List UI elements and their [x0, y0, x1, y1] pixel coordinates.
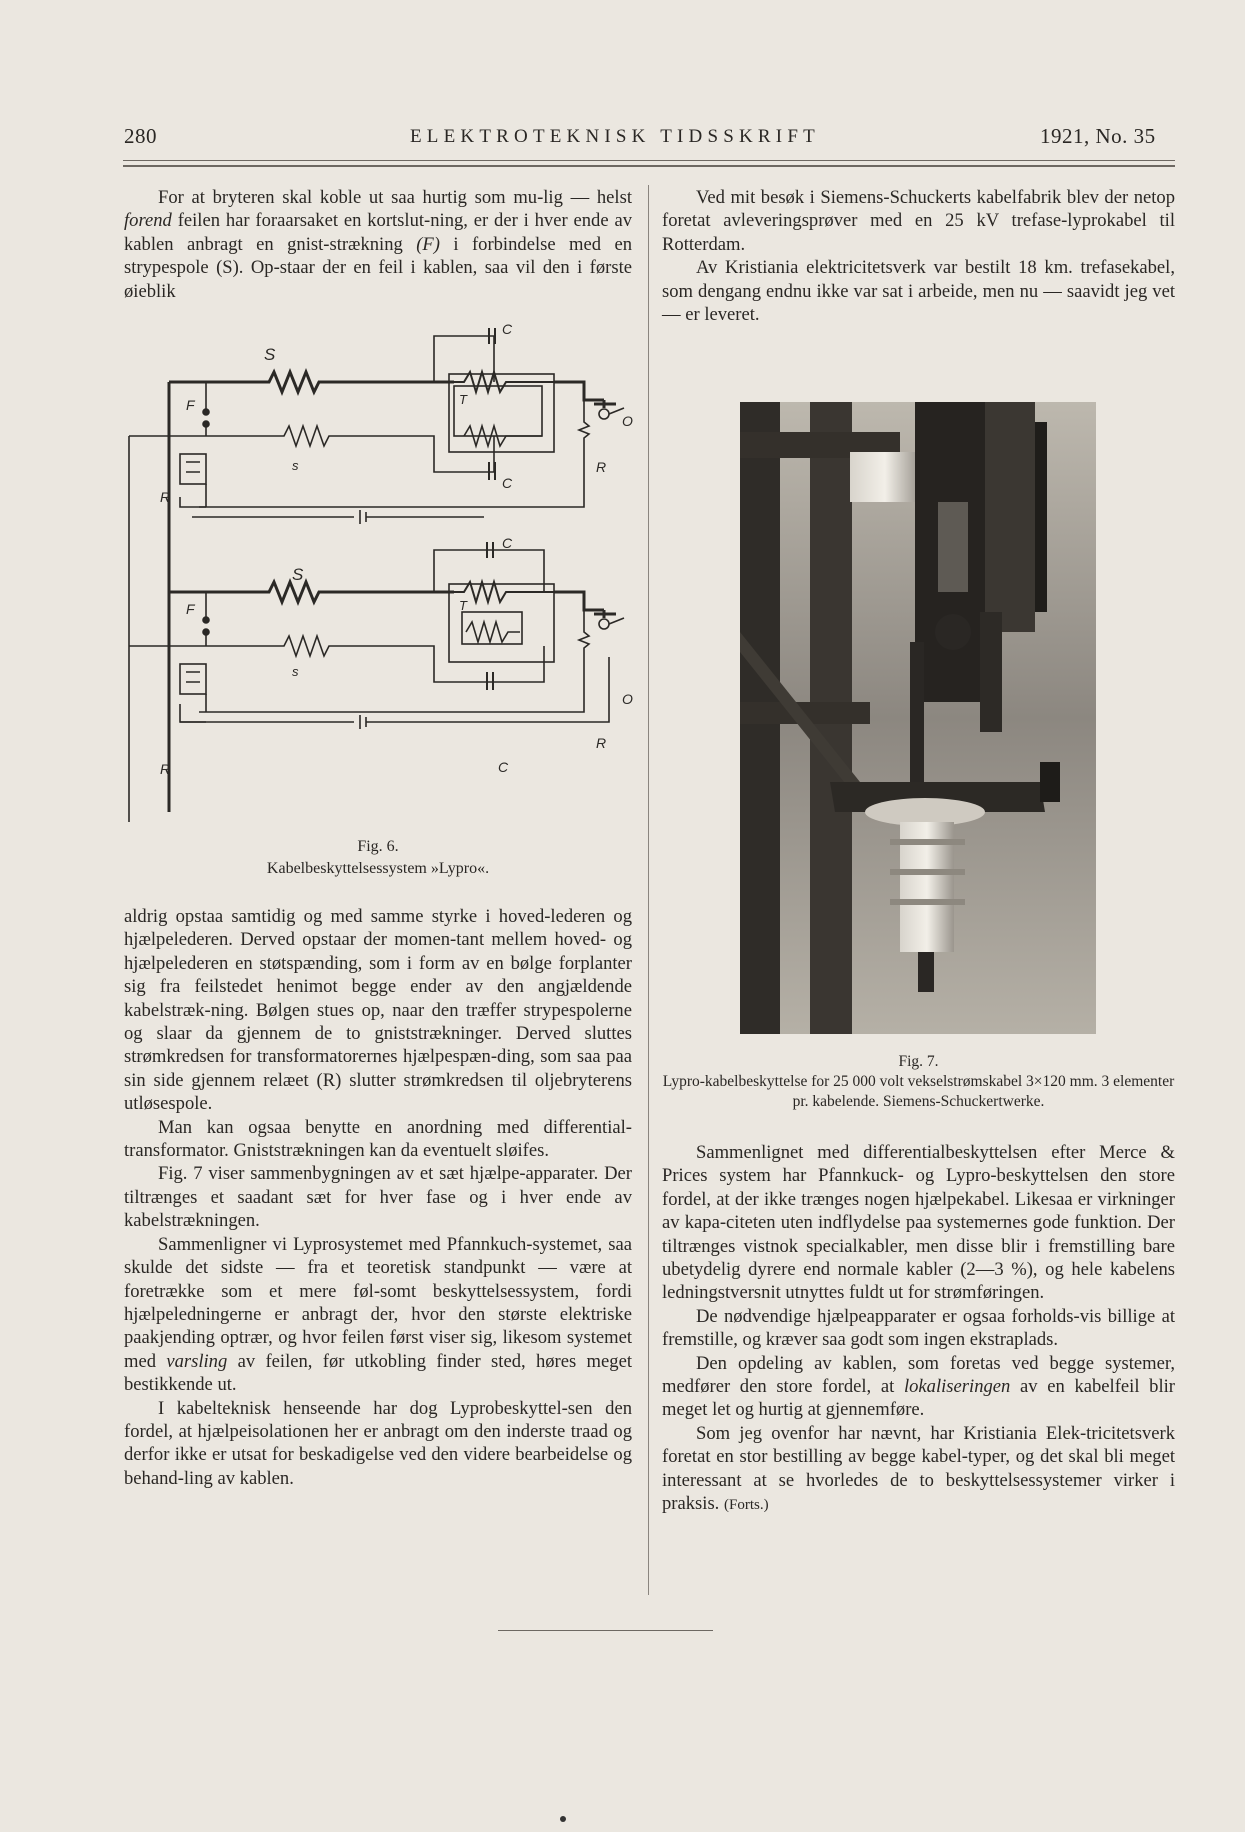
label-S-upper: S: [264, 345, 276, 364]
label-C-top-upper: C: [502, 322, 513, 337]
paragraph: aldrig opstaa samtidig og med samme styrke i hoved-lederen og hjælpelederen. Derved opstaar der momen-tant mellem hoved- og hjælpelederen en støtspænding, som i form av en bølge forplanter sig fra feilstedet henimot begge ender av den angjældende kabelstræk-ning. Bølgen stues op, naar den træffer strypespolerne og slaar da gjennem de to gniststrækninger. Derved sluttes strømkredsen for transformatorernes hjælpespæn-ding, som saa paa sin side gjennem relæet (R) slutter strømkredsen til oljebryterens utløsespole.: [124, 906, 632, 1115]
label-R-left-upper: R: [160, 489, 171, 505]
label-R-left-lower: R: [160, 761, 171, 777]
paragraph: I kabelteknisk henseende har dog Lyprobeskyttel-sen den fordel, at hjælpeisolationen her er anbragt om den inderste traad og derfor ikke er utsat for beskadigelse ved den videre bearbeidelse og behand-ling av kablen.: [124, 1397, 632, 1489]
header-rule: [123, 160, 1175, 161]
journal-title: ELEKTROTEKNISK TIDSSKRIFT: [410, 126, 820, 147]
paragraph: Sammenligner vi Lyprosystemet med Pfannkuch-systemet, saa skulde det sidste — fra et teoretisk standpunkt — være at foretrække som et mere føl-somt beskyttelsessystem, fordi hjælpeledningerne er anbragt der, hvor den største elektriske paakjending optrær, og hvor feilen først viser sig, likesom systemet med varsling av feilen, før utkobling finder sted, høres meget bestikkende ut.: [124, 1233, 632, 1396]
upper-circuit: [129, 328, 624, 822]
left-column-top-text: [124, 186, 632, 303]
label-C-bottom-upper: C: [502, 475, 513, 491]
label-T-upper: T: [459, 392, 467, 407]
figure-6-label: Fig. 6.: [357, 838, 399, 855]
figure-7-caption: [655, 1052, 1182, 1112]
label-O-upper: O: [622, 413, 633, 429]
label-s-lower: s: [292, 664, 299, 679]
paragraph: Som jeg ovenfor har nævnt, har Kristiania Elek-tricitetsverk foretat en stor bestilling av begge kabel-typer, og det skal bli meget interessant at se hvorledes de to beskyttelsessystemer virker i praksis. (Forts.): [662, 1422, 1175, 1515]
right-column-top-text: [662, 186, 1175, 326]
label-T-lower: T: [459, 598, 467, 613]
figure-7-photograph: [740, 402, 1096, 1034]
paragraph: Man kan ogsaa benytte en anordning med differential-transformator. Gniststrækningen kan da eventuelt sløifes.: [124, 1116, 632, 1162]
paragraph: For at bryteren skal koble ut saa hurtig som mu-lig — helst forend feilen har foraarsaket en kortslut-ning, er der i hver ende av kablen anbragt en gnist-strækning (F) i forbindelse med en strypespole (S). Op-staar der en feil i kablen, saa vil den i første øieblik: [124, 187, 632, 302]
left-column-bottom-text: [124, 905, 632, 1490]
paragraph: Sammenlignet med differentialbeskyttelsen efter Merce & Prices system har Pfannkuck- og Lypro-beskyttelsen den store fordel, at der ikke trænges nogen hjælpekabel. Likesaa er virkninger av kapa-citeten uten indflydelse paa systemernes gode funktion. Der tiltrænges vistnok specialkabler, men disse blir i fremstilling bare ubetydelig dyrere end normale kabler (2—3 %), og hele kabelens ledningstversnit utnyttes fuldt ut for strømføringen.: [662, 1142, 1175, 1304]
lower-circuit: [129, 542, 624, 729]
right-column-bottom-text: [662, 1141, 1175, 1518]
page-number: 280: [124, 124, 157, 148]
label-S-lower: S: [292, 565, 304, 584]
continued-note: (Forts.): [723, 1497, 769, 1514]
paragraph: Ved mit besøk i Siemens-Schuckerts kabelfabrik blev der netop foretat avleveringsprøver med en 25 kV trefase-lyprokabel til Rotterdam.: [662, 187, 1175, 255]
paragraph: Den opdeling av kablen, som foretas ved begge systemer, medfører den store fordel, at lokaliseringen av en kabelfeil blir meget let og hurtig at gjennemføre.: [662, 1352, 1175, 1421]
header-rule-double: [123, 165, 1175, 167]
figure-6-circuit-diagram: [124, 322, 644, 822]
label-O-lower: O: [622, 691, 633, 707]
paragraph: Fig. 7 viser sammenbygningen av et sæt hjælpe-apparater. Der tiltrænges et saadant sæt for hver fase og i hver ende av kabelstrækningen.: [124, 1163, 632, 1232]
figure-7-label: Fig. 7.: [898, 1053, 939, 1070]
column-divider: [648, 185, 649, 1595]
label-F-lower: F: [186, 601, 195, 617]
figure-7-caption-text: Lypro-kabelbeskyttelse for 25 000 volt vekselstrømskabel 3×120 mm. 3 elementer pr. kabelende. Siemens-Schuckertwerke.: [662, 1073, 1175, 1110]
label-C-bottom-lower: C: [498, 759, 509, 775]
apparatus-illustration: [740, 402, 1096, 1034]
label-R-right-lower: R: [596, 735, 607, 751]
label-F-upper: F: [186, 397, 195, 413]
paragraph: Av Kristiania elektricitetsverk var bestilt 18 km. trefasekabel, som dengang endnu ikke var sat i arbeide, men nu — saavidt jeg vet — er leveret.: [662, 257, 1175, 326]
figure-6-caption: [124, 836, 632, 880]
page-mark: [560, 1816, 566, 1822]
label-C-top-lower: C: [502, 535, 513, 551]
footer-rule: [498, 1630, 713, 1631]
issue-number: 1921, No. 35: [1040, 124, 1156, 148]
paragraph: De nødvendige hjælpeapparater er ogsaa forholds-vis billige at fremstille, og kræver saa godt som ingen ekstraplads.: [662, 1305, 1175, 1351]
label-R-right-upper: R: [596, 459, 607, 475]
label-s-upper: s: [292, 458, 299, 473]
figure-6-caption-text: Kabelbeskyttelsessystem »Lypro«.: [266, 860, 490, 877]
